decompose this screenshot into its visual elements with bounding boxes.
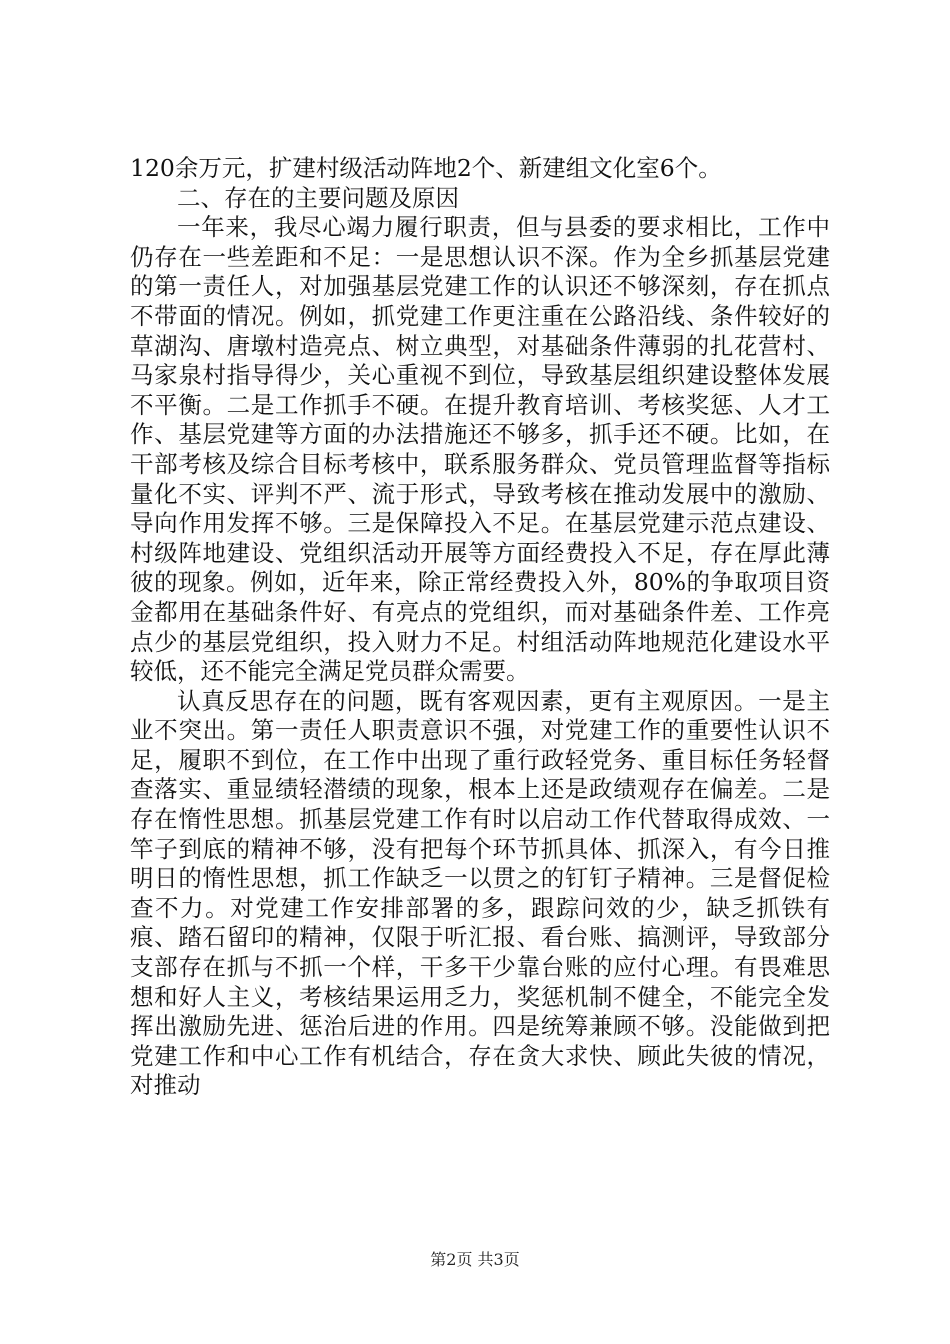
document-body	[130, 154, 830, 1101]
paragraph-continuation: 120余万元，扩建村级活动阵地2个、新建组文化室6个。	[130, 154, 722, 182]
page-footer: 第2页 共3页	[430, 1250, 520, 1269]
section-heading: 二、存在的主要问题及原因	[177, 183, 459, 212]
paragraph-problems: 一年来，我尽心竭力履行职责，但与县委的要求相比，工作中仍存在一些差距和不足：一是思想认识不深。作为全乡抓基层党建的第一责任人，对加强基层党建工作的认识还不够深刻，存在抓点不带面的情况。例如，抓党建工作更注重在公路沿线、条件较好的草湖沟、唐墩村造亮点、树立典型，对基础条件薄弱的扎花营村、马家泉村指导得少，关心重视不到位，导致基层组织建设整体发展不平衡。二是工作抓手不硬。在提升教育培训、考核奖惩、人才工作、基层党建等方面的办法措施还不够多，抓手还不硬。比如，在干部考核及综合目标考核中，联系服务群众、党员管理监督等指标量化不实、评判不严、流于形式，导致考核在推动发展中的激励、导向作用发挥不够。三是保障投入不足。在基层党建示范点建设、村级阵地建设、党组织活动开展等方面经费投入不足，存在厚此薄彼的现象。例如，近年来，除正常经费投入外，80%的争取项目资金都用在基础条件好、有亮点的党组织，而对基础条件差、工作亮点少的基层党组织，投入财力不足。村组活动阵地规范化建设水平较低，还不能完全满足党员群众需要。	[130, 213, 830, 686]
paragraph-reasons: 认真反思存在的问题，既有客观因素，更有主观原因。一是主业不突出。第一责任人职责意识不强，对党建工作的重要性认识不足，履职不到位，在工作中出现了重行政轻党务、重目标任务轻督查落实、重显绩轻潜绩的现象，根本上还是政绩观存在偏差。二是存在惰性思想。抓基层党建工作有时以启动工作代替取得成效、一竿子到底的精神不够，没有把每个环节抓具体、抓深入，有今日推明日的惰性思想，抓工作缺乏一以贯之的钉钉子精神。三是督促检查不力。对党建工作安排部署的多，跟踪问效的少，缺乏抓铁有痕、踏石留印的精神，仅限于听汇报、看台账、搞测评，导致部分支部存在抓与不抓一个样，干多干少靠台账的应付心理。有畏难思想和好人主义，考核结果运用乏力，奖惩机制不健全，不能完全发挥出激励先进、惩治后进的作用。四是统筹兼顾不够。没能做到把党建工作和中心工作有机结合，存在贪大求快、顾此失彼的情况，对推动	[130, 686, 830, 1100]
